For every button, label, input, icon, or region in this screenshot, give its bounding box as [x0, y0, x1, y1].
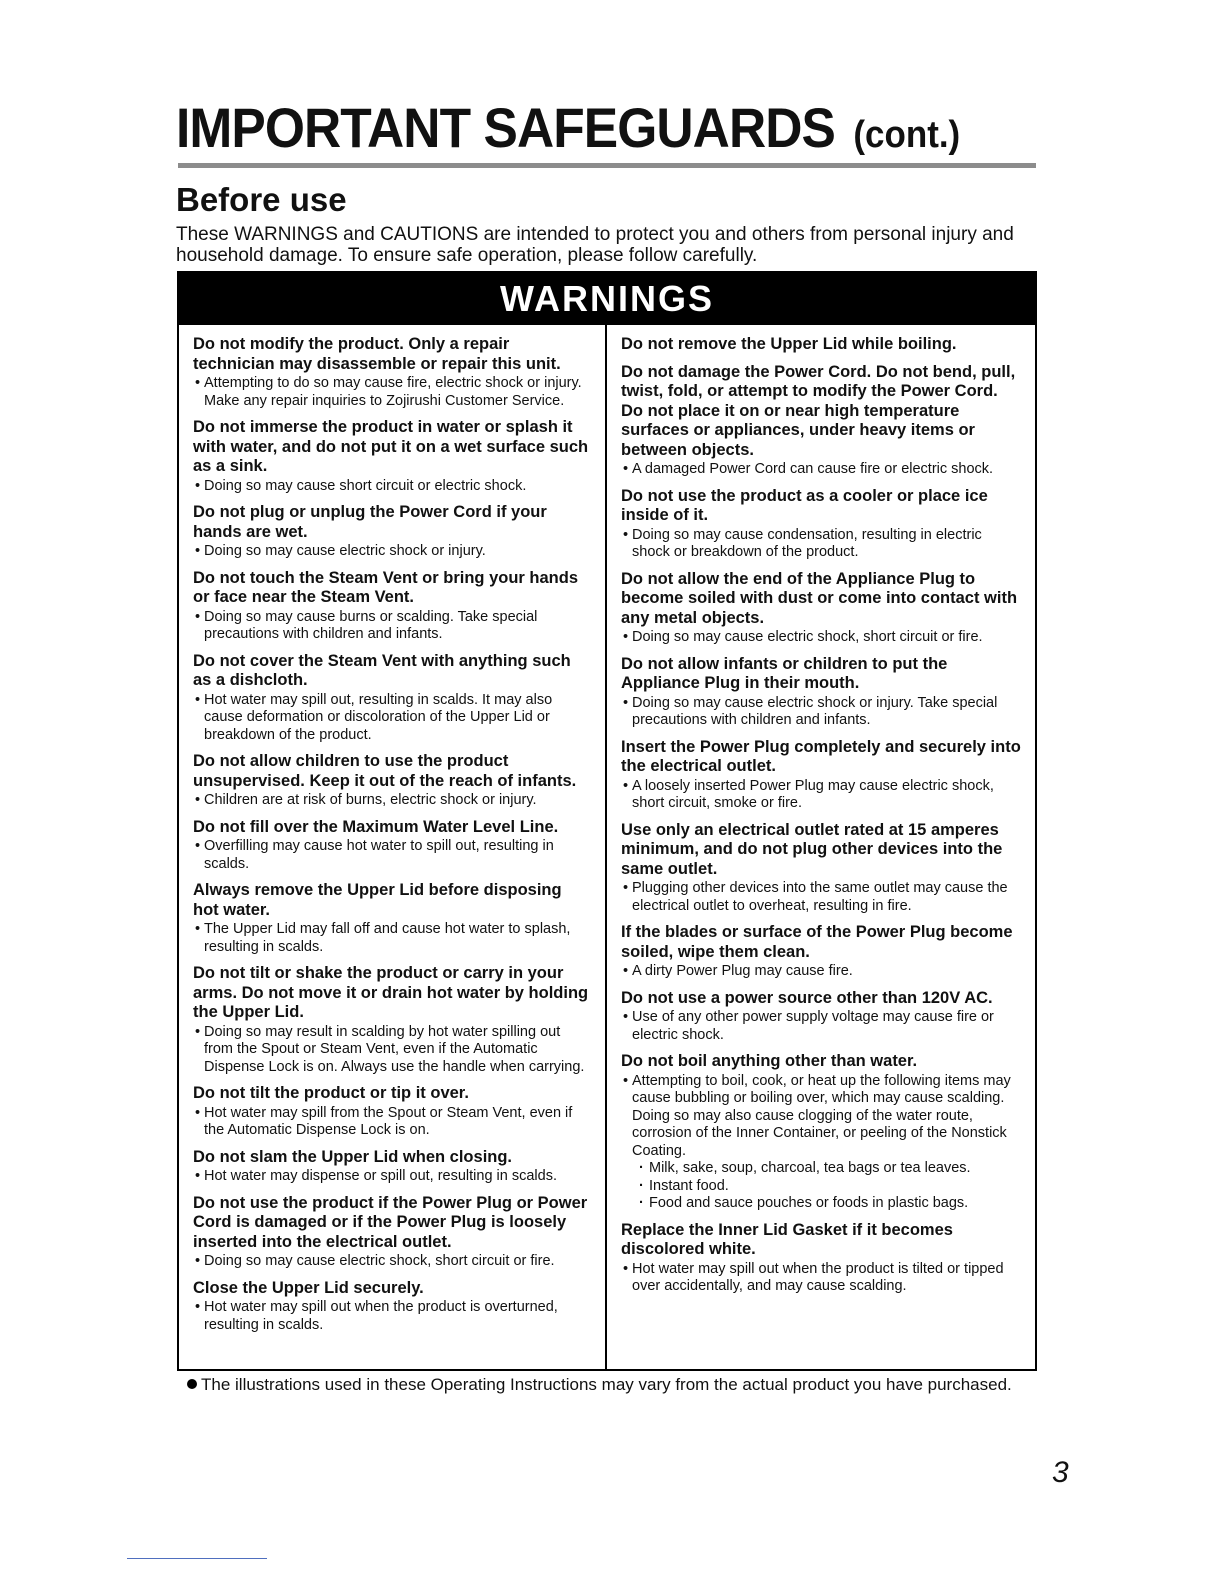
warnings-columns: [179, 325, 1035, 1369]
warning-heading: Do not remove the Upper Lid while boiling.: [621, 335, 957, 353]
warning-detail: • Overfilling may cause hot water to spill out, resulting in scalds.: [193, 838, 591, 873]
warning-heading: Close the Upper Lid securely.: [193, 1278, 424, 1297]
warning-heading: Do not use the product if the Power Plug or Power Cord is damaged or if the Power Plug is loosely inserted into the electrical outlet.: [193, 1193, 588, 1251]
warning-detail: • Hot water may dispense or spill out, resulting in scalds.: [193, 1168, 591, 1186]
warning-heading: If the blades or surface of the Power Plug become soiled, wipe them clean.: [621, 923, 1013, 961]
warning-item: [621, 655, 1021, 730]
warning-detail: • A loosely inserted Power Plug may cause electric shock, short circuit, smoke or fire.: [621, 778, 1021, 813]
warnings-panel: [177, 271, 1037, 1371]
bullet-dot-icon: [187, 1379, 197, 1389]
warning-item: [621, 1052, 1021, 1213]
warning-item: [621, 570, 1021, 647]
warning-detail: • Doing so may cause electric shock or injury.: [193, 543, 591, 561]
title-divider: [178, 163, 1036, 168]
warning-heading: Do not immerse the product in water or splash it with water, and do not put it on a wet surface such as a sink.: [193, 418, 589, 475]
warnings-right-column: [607, 325, 1035, 1369]
warning-item: [193, 881, 591, 956]
warning-item: [193, 752, 591, 810]
warning-heading: Insert the Power Plug completely and securely into the electrical outlet.: [621, 737, 1021, 775]
warning-item: [193, 1194, 591, 1271]
warning-heading: Replace the Inner Lid Gasket if it becomes discolored white.: [621, 1220, 953, 1258]
warning-detail: • Doing so may cause electric shock or injury. Take special precautions with children and infants.: [621, 695, 1021, 730]
warning-detail: • Doing so may cause burns or scalding. Take special precautions with children and infants.: [193, 609, 591, 644]
warning-detail: • Attempting to boil, cook, or heat up the following items may cause bubbling or boiling over, which may cause scalding. Doing so may also cause clogging of the water route, corrosion of the Inner Container, or peeling of the Nonstick Coating.: [621, 1073, 1021, 1161]
page-title-main: IMPORTANT SAFEGUARDS: [176, 96, 835, 159]
warning-subitem: · Instant food.: [621, 1178, 1021, 1196]
warning-detail: • Attempting to do so may cause fire, electric shock or injury. Make any repair inquiries to Zojirushi Customer Service.: [193, 375, 591, 410]
warning-item: [193, 418, 591, 495]
warning-item: [193, 964, 591, 1076]
warning-item: [193, 335, 591, 410]
warning-item: [193, 1084, 591, 1140]
warning-item: [621, 487, 1021, 562]
warning-detail: • Children are at risk of burns, electric shock or injury.: [193, 792, 591, 810]
warning-detail: • Hot water may spill from the Spout or Steam Vent, even if the Automatic Dispense Lock is on.: [193, 1105, 591, 1140]
warning-detail: • A dirty Power Plug may cause fire.: [621, 963, 1021, 981]
warning-heading: Do not damage the Power Cord. Do not bend, pull, twist, fold, or attempt to modify the Power Cord. Do not place it on or near high temperature surfaces or appliances, under heavy items or between objects.: [621, 362, 1016, 459]
page-title-suffix: (cont.): [853, 114, 961, 156]
warning-subitem: · Milk, sake, soup, charcoal, tea bags or tea leaves.: [621, 1160, 1021, 1178]
warning-item: [621, 989, 1021, 1045]
warning-item: [193, 569, 591, 644]
warning-item: [193, 1148, 591, 1186]
warning-item: [621, 1221, 1021, 1296]
warning-item: [621, 821, 1021, 916]
warning-item: [193, 652, 591, 745]
warning-item: [621, 923, 1021, 981]
warning-detail: • Doing so may result in scalding by hot water spilling out from the Spout or Steam Vent, even if the Automatic Dispense Lock is on. Always use the handle when carrying.: [193, 1024, 591, 1077]
page-number: 3: [1052, 1456, 1069, 1489]
warning-item: [621, 738, 1021, 813]
warning-heading: Do not use the product as a cooler or place ice inside of it.: [621, 486, 988, 524]
section-title: Before use: [176, 181, 347, 218]
warning-subitem: · Food and sauce pouches or foods in plastic bags.: [621, 1195, 1021, 1213]
warning-detail: • Doing so may cause electric shock, short circuit or fire.: [193, 1253, 591, 1271]
warning-heading: Do not plug or unplug the Power Cord if your hands are wet.: [193, 503, 547, 541]
warning-heading: Do not allow children to use the product unsupervised. Keep it out of the reach of infants.: [193, 752, 577, 790]
warning-heading: Do not boil anything other than water.: [621, 1052, 918, 1070]
warning-heading: Do not tilt or shake the product or carry in your arms. Do not move it or drain hot water by holding the Upper Lid.: [193, 964, 589, 1021]
illustration-footnote-text: The illustrations used in these Operating Instructions may vary from the actual product you have purchased.: [201, 1375, 1012, 1394]
warning-item: [621, 363, 1021, 479]
warning-heading: Always remove the Upper Lid before disposing hot water.: [193, 881, 562, 919]
warning-heading: Do not modify the product. Only a repair technician may disassemble or repair this unit.: [193, 335, 561, 373]
warning-detail: • Hot water may spill out when the product is overturned, resulting in scalds.: [193, 1299, 591, 1334]
warning-detail: • Doing so may cause electric shock, short circuit or fire.: [621, 629, 1021, 647]
warning-heading: Do not allow the end of the Appliance Plug to become soiled with dust or come into contact with any metal objects.: [621, 569, 1018, 627]
warning-detail: • Hot water may spill out when the product is tilted or tipped over accidentally, and may cause scalding.: [621, 1261, 1021, 1296]
warning-heading: Do not touch the Steam Vent or bring your hands or face near the Steam Vent.: [193, 568, 579, 606]
section-intro: These WARNINGS and CAUTIONS are intended to protect you and others from personal injury and household damage. To ensure safe operation, please follow carefully.: [176, 224, 1014, 266]
warning-item: [193, 818, 591, 874]
warning-detail: • A damaged Power Cord can cause fire or electric shock.: [621, 461, 1021, 479]
warning-detail: • Doing so may cause condensation, resulting in electric shock or breakdown of the product.: [621, 527, 1021, 562]
warning-heading: Do not allow infants or children to put the Appliance Plug in their mouth.: [621, 654, 948, 692]
warning-item: [193, 1279, 591, 1335]
warning-heading: Do not cover the Steam Vent with anything such as a dishcloth.: [193, 651, 571, 689]
warning-detail: • Use of any other power supply voltage may cause fire or electric shock.: [621, 1009, 1021, 1044]
warning-heading: Do not fill over the Maximum Water Level Line.: [193, 817, 559, 836]
illustration-footnote: [187, 1375, 1012, 1395]
page-title: [176, 96, 960, 167]
warning-detail: • Hot water may spill out, resulting in scalds. It may also cause deformation or discoloration of the Upper Lid or breakdown of the product.: [193, 692, 591, 745]
warning-detail: • Doing so may cause short circuit or electric shock.: [193, 478, 591, 496]
bottom-divider: [127, 1558, 267, 1559]
warnings-left-column: [179, 325, 607, 1369]
warning-item: [621, 335, 1021, 355]
warning-heading: Do not slam the Upper Lid when closing.: [193, 1147, 513, 1166]
warnings-header: WARNINGS: [179, 273, 1035, 325]
warning-heading: Do not use a power source other than 120V AC.: [621, 988, 993, 1007]
warning-detail: • Plugging other devices into the same outlet may cause the electrical outlet to overheat, resulting in fire.: [621, 880, 1021, 915]
warning-detail: • The Upper Lid may fall off and cause hot water to splash, resulting in scalds.: [193, 921, 591, 956]
warning-heading: Do not tilt the product or tip it over.: [193, 1084, 469, 1102]
warning-heading: Use only an electrical outlet rated at 15 amperes minimum, and do not plug other devices into the same outlet.: [621, 820, 1003, 878]
warning-item: [193, 503, 591, 561]
